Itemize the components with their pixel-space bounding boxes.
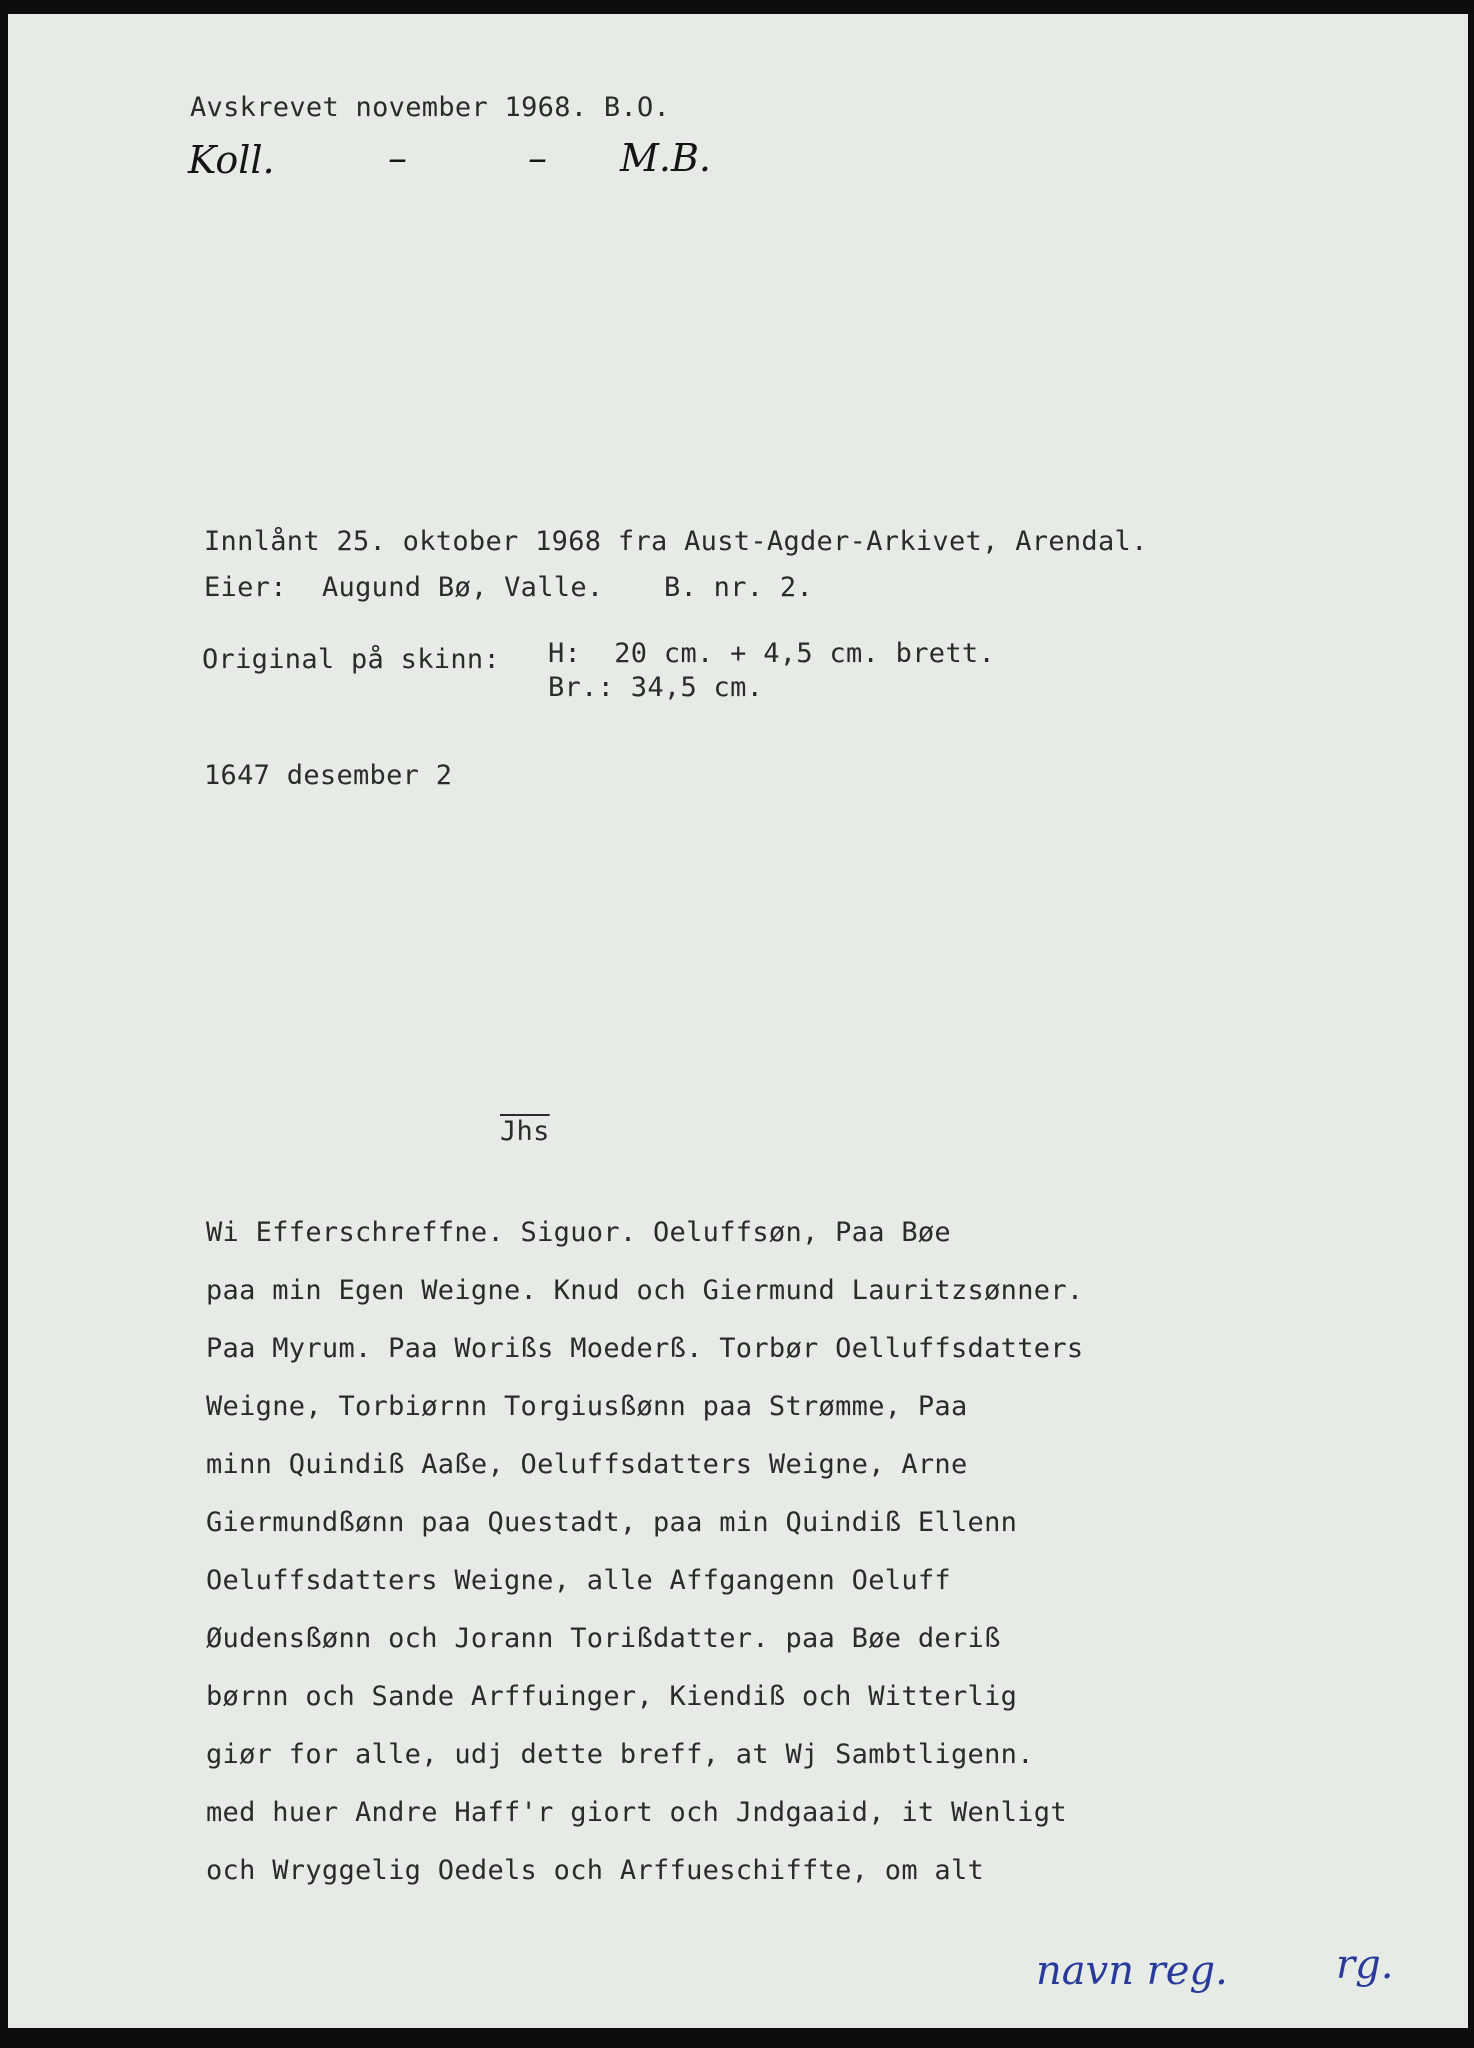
handwritten-initials: M.B. bbox=[620, 136, 711, 180]
handwritten-koll: Koll. bbox=[188, 138, 275, 182]
body-line: Wi Efferschreffne. Siguor. Oeluffsøn, Paa Bøe bbox=[206, 1217, 951, 1248]
body-line: och Wryggelig Oedels och Arffueschiffte, om alt bbox=[206, 1855, 985, 1886]
original-label: Original på skinn: bbox=[202, 644, 500, 675]
body-line: Oeluffsdatters Weigne, alle Affgangenn Oeluff bbox=[206, 1565, 951, 1596]
height-measure: H: 20 cm. + 4,5 cm. brett. bbox=[548, 638, 995, 669]
avskrevet-line: Avskrevet november 1968. B.O. bbox=[190, 92, 671, 123]
width-measure: Br.: 34,5 cm. bbox=[548, 672, 764, 703]
body-line: Paa Myrum. Paa Worißs Moederß. Torbør Oelluffsdatters bbox=[206, 1333, 1084, 1364]
owner-value: Augund Bø, Valle. bbox=[322, 572, 604, 603]
handwritten-dash-2: – bbox=[528, 136, 547, 180]
handwritten-footer-initials: rg. bbox=[1336, 1942, 1394, 1988]
body-line: Øudensßønn och Jorann Torißdatter. paa Bøe deriß bbox=[206, 1623, 1001, 1654]
handwritten-dash-1: – bbox=[388, 136, 407, 180]
body-line: giør for alle, udj dette breff, at Wj Sambtligenn. bbox=[206, 1739, 1034, 1770]
loan-line: Innlånt 25. oktober 1968 fra Aust-Agder-Arkivet, Arendal. bbox=[204, 526, 1148, 557]
handwritten-name-register-note: navn reg. bbox=[1036, 1948, 1228, 1994]
owner-label: Eier: bbox=[204, 572, 287, 603]
body-line: paa min Egen Weigne. Knud och Giermund Lauritzsønner. bbox=[206, 1275, 1084, 1306]
body-line: børnn och Sande Arffuinger, Kiendiß och Witterlig bbox=[206, 1681, 1018, 1712]
body-line: Weigne, Torbiørnn Torgiusßønn paa Strømme, Paa bbox=[206, 1391, 968, 1422]
body-line: minn Quindiß Aaße, Oeluffsdatters Weigne, Arne bbox=[206, 1449, 968, 1480]
document-page bbox=[8, 14, 1468, 2028]
document-number: B. nr. 2. bbox=[664, 572, 813, 603]
body-line: Giermundßønn paa Questadt, paa min Quindiß Ellenn bbox=[206, 1507, 1018, 1538]
jhs-heading: $\overline{Jhs}$ bbox=[500, 1116, 550, 1147]
body-line: med huer Andre Haff'r giort och Jndgaaid, it Wenligt bbox=[206, 1797, 1067, 1828]
document-date: 1647 desember 2 bbox=[204, 760, 453, 791]
